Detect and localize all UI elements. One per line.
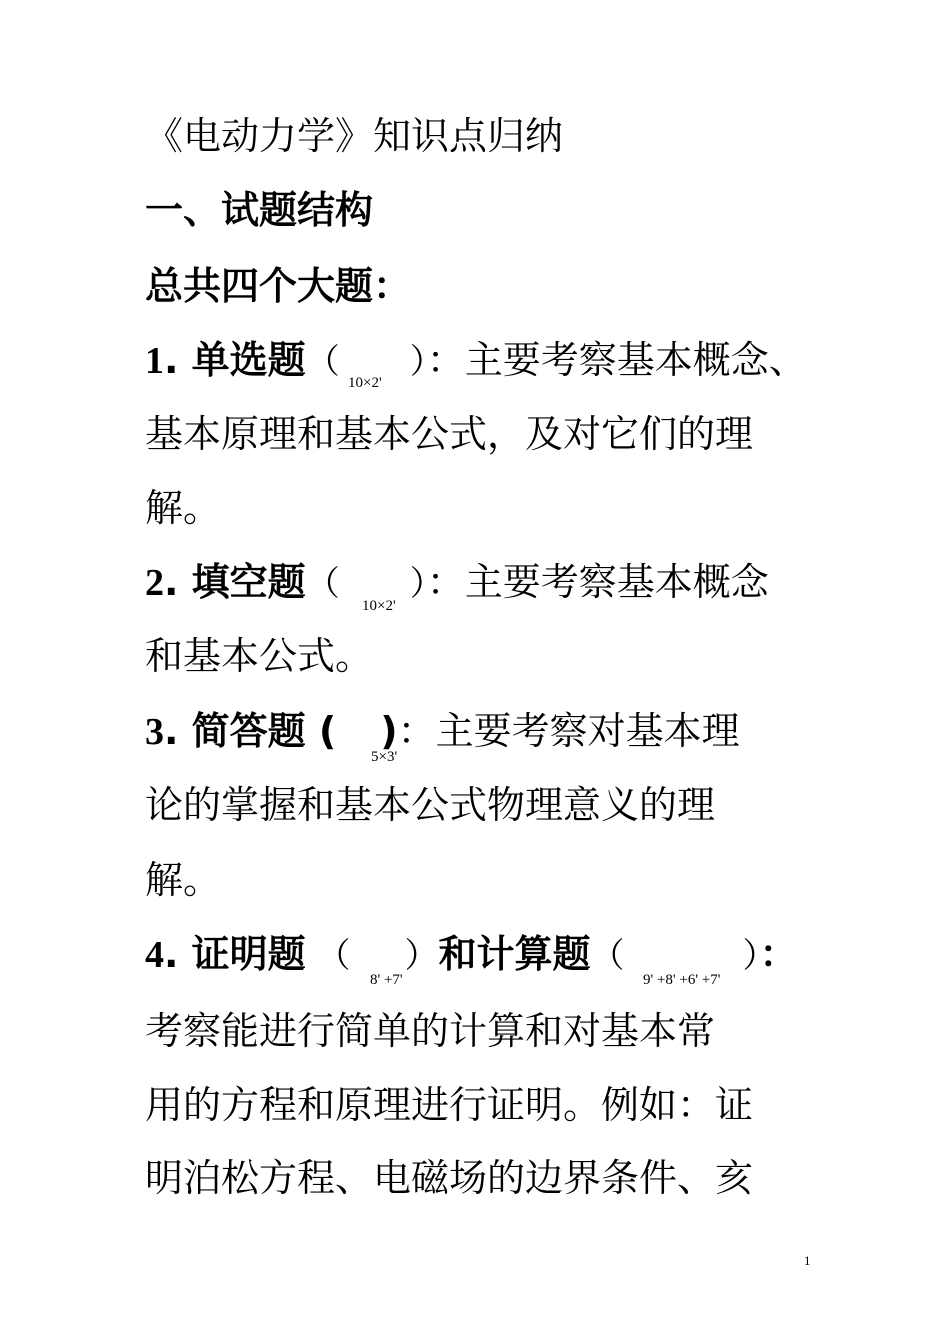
- item-2-line: 2. 填空题（ ）：主要考察基本概念: [145, 560, 769, 604]
- item-4-desc-line-3: 明泊松方程、电磁场的边界条件、亥: [145, 1156, 754, 1200]
- item-1-number: 1: [145, 340, 164, 382]
- item-4-name-2: 和计算题: [438, 932, 591, 976]
- item-4-desc-line-1: 考察能进行简单的计算和对基本常: [145, 1009, 716, 1053]
- item-4-desc: ：: [759, 932, 798, 976]
- intro-text: 总共四个大题：: [145, 264, 412, 308]
- item-3-desc-line-1: 论的掌握和基本公式物理意义的理: [145, 783, 716, 827]
- item-2-number: 2: [145, 562, 164, 604]
- item-2-desc-line-1: 和基本公式。: [145, 634, 374, 678]
- document-title: 《电动力学》知识点归纳: [145, 114, 564, 158]
- item-2-score: 10×2': [362, 598, 396, 614]
- item-2-name: 填空题: [191, 560, 306, 604]
- item-2-desc: ：主要考察基本概念: [426, 560, 769, 604]
- item-3-number: 3: [145, 711, 164, 753]
- item-4-name: 证明题: [191, 932, 306, 976]
- item-1-score: 10×2': [348, 375, 382, 391]
- item-4-score-2: 9' +8' +6' +7': [643, 972, 721, 988]
- page-number: 1: [804, 1253, 811, 1268]
- item-4-desc-line-2: 用的方程和原理进行证明。例如：证: [145, 1083, 754, 1127]
- item-1-desc: ：主要考察基本概念、: [426, 338, 807, 382]
- item-3-desc: ：主要考察对基本理: [397, 709, 740, 753]
- item-1-name: 单选题: [191, 338, 306, 382]
- item-4-number: 4: [145, 934, 164, 976]
- section-heading: 一、试题结构: [145, 188, 374, 232]
- item-1-desc-line-1: 基本原理和基本公式，及对它们的理: [145, 412, 754, 456]
- item-3-name: 简答题: [191, 709, 306, 753]
- item-1-desc-line-2: 解。: [145, 486, 222, 530]
- item-3-line: 3. 简答题 ( )：主要考察对基本理: [145, 709, 740, 753]
- item-4-line: 4. 证明题 （ ）和计算题（ ）：: [145, 932, 798, 976]
- item-4-score: 8' +7': [370, 972, 403, 988]
- item-3-score: 5×3': [371, 749, 398, 765]
- item-3-desc-line-2: 解。: [145, 858, 222, 902]
- item-1-line: 1. 单选题（ ）：主要考察基本概念、: [145, 338, 807, 382]
